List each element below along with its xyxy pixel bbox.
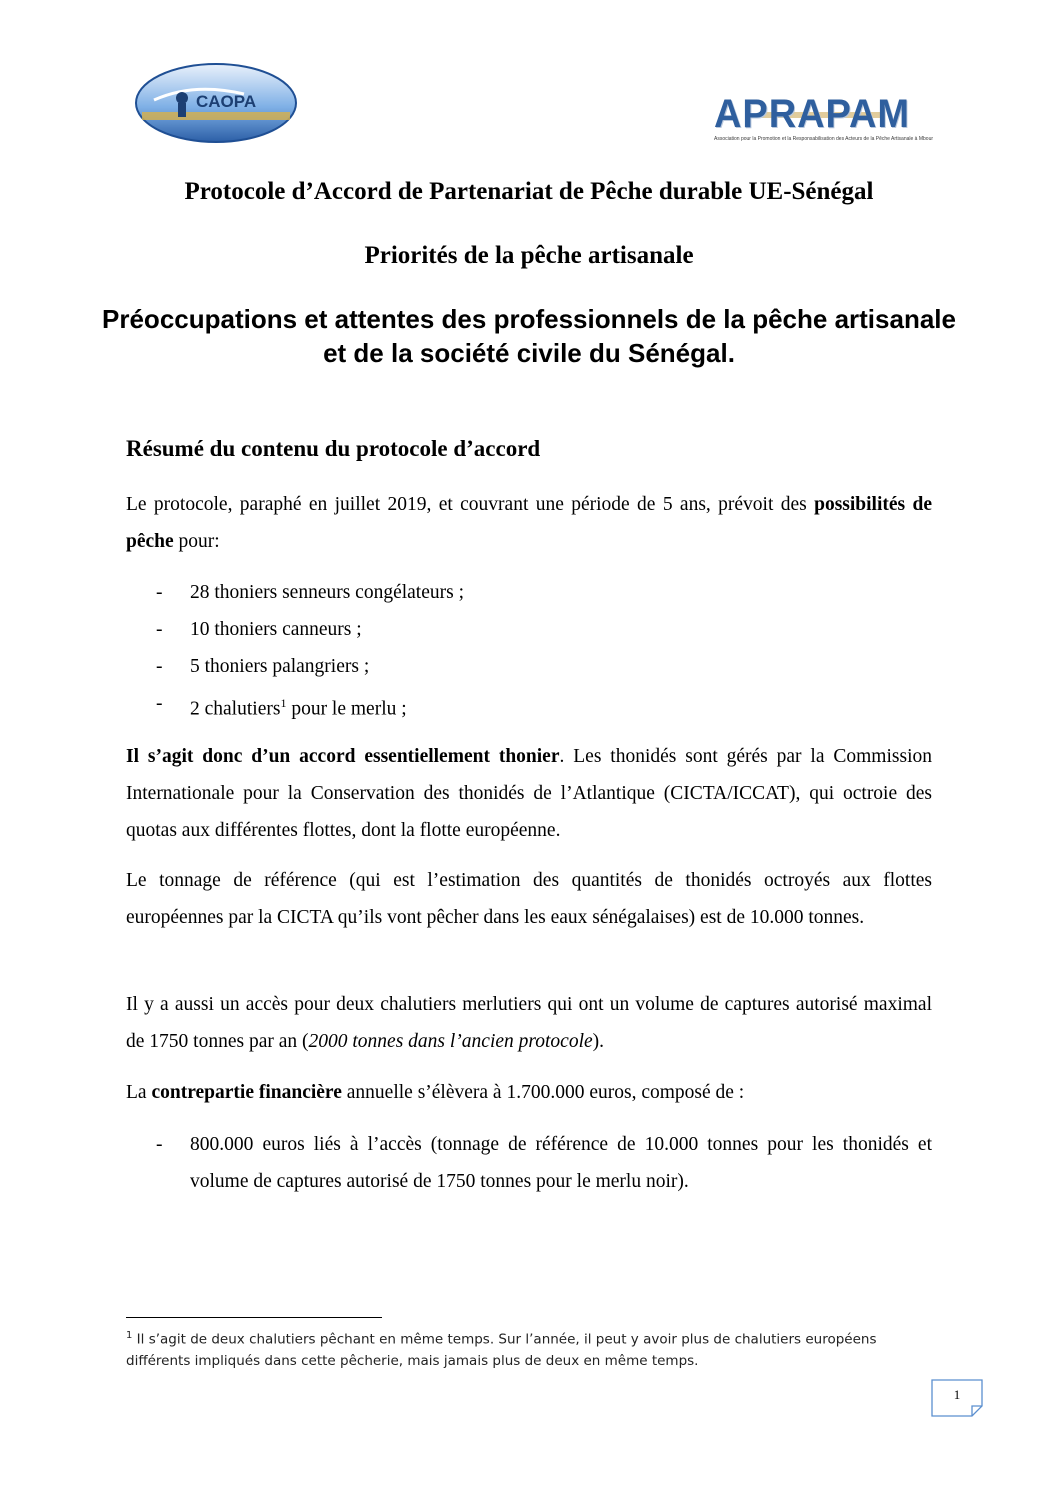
aprapam-logo-tagline: Association pour la Promotion et la Responsabilisation des Acteurs de la Pêche Artisanale à Mbour [714, 136, 934, 142]
text-run: ). [592, 1031, 605, 1052]
list-dash: - [156, 1134, 163, 1155]
financial-breakdown-list [126, 1126, 932, 1200]
footnote [126, 1325, 932, 1372]
paragraph-protocol-intro [126, 486, 932, 560]
text-run: Le protocole, paraphé en juillet 2019, et couvrant une période de 5 ans, prévoit des [126, 494, 815, 515]
list-item [126, 685, 932, 728]
text-run: Il y a aussi un accès pour deux chalutiers merlutiers qui ont un volume de captures autorisé maximal de 1750 tonnes par an ( [126, 994, 932, 1052]
text-run: . Les thonidés sont gérés par la Commission Internationale pour la Conservation des thonidés de l’Atlantique (CICTA/ICCAT), qui octroie des quotas aux différentes flottes, dont la flotte européenne. [126, 746, 932, 841]
list-dash: - [156, 619, 163, 640]
bold-run: possibilités de pêche [126, 494, 932, 552]
paragraph-hake-trawlers [126, 986, 932, 1060]
section-heading: Résumé du contenu du protocole d’accord [126, 436, 541, 461]
document-title: Protocole d’Accord de Partenariat de Pêche durable UE-Sénégal [184, 178, 874, 205]
bold-run: contrepartie financière [151, 1082, 342, 1103]
list-dash: - [156, 693, 163, 714]
list-dash: - [156, 656, 163, 677]
paragraph-tuna-agreement [126, 738, 932, 849]
page-number: 1 [953, 1387, 961, 1402]
list-dash: - [156, 582, 163, 603]
paragraph-financial-contribution [126, 1074, 932, 1111]
text-run: annuelle s’élèvera à 1.700.000 euros, composé de : [341, 1082, 745, 1103]
document-concerns-title: Préoccupations et attentes des professionnels de la pêche artisanale et de la société civile du Sénégal. [102, 304, 956, 368]
list-item [126, 648, 932, 685]
list-item-text: 28 thoniers senneurs congélateurs ; [190, 582, 465, 603]
list-item-text: 2 chalutiers [190, 698, 281, 720]
aprapam-logo [712, 92, 932, 148]
footnote-text: Il s’agit de deux chalutiers pêchant en même temps. Sur l’année, il peut y avoir plus de chalutiers européens différents impliqués dans cette pêcherie, mais jamais plus de deux en même temps. [126, 1331, 877, 1369]
caopa-logo-text: CAOPA [196, 92, 257, 111]
list-item-text: pour le merlu ; [286, 698, 407, 720]
bold-run: Il s’agit donc d’un accord essentiellement thonier [126, 746, 560, 767]
text-run: pour: [173, 531, 220, 552]
list-item [126, 574, 932, 611]
document-subtitle: Priorités de la pêche artisanale [364, 242, 694, 269]
list-item-text: 10 thoniers canneurs ; [190, 619, 362, 640]
caopa-logo [134, 62, 298, 144]
page-number-box [931, 1379, 983, 1417]
aprapam-logo-text: APRAPAM [714, 92, 910, 136]
text-run: La [126, 1082, 152, 1103]
list-item [126, 611, 932, 648]
paragraph-reference-tonnage [126, 862, 932, 936]
footnote-reference[interactable]: 1 [280, 696, 287, 710]
list-item-text: 5 thoniers palangriers ; [190, 656, 370, 677]
fishing-possibilities-list [126, 574, 932, 728]
italic-run: 2000 tonnes dans l’ancien protocole [308, 1031, 593, 1052]
footnote-separator [126, 1317, 382, 1318]
list-item-text: 800.000 euros liés à l’accès (tonnage de référence de 10.000 tonnes pour les thonidés et volume de captures autorisé de 1750 tonnes pour le merlu noir). [190, 1134, 932, 1192]
footnote-mark: 1 [126, 1330, 133, 1341]
list-item [126, 1126, 932, 1200]
text-run: Le tonnage de référence (qui est l’estimation des quantités de thonidés octroyés aux flottes européennes par la CICTA qu’ils vont pêcher dans les eaux sénégalaises) est de 10.000 tonnes. [126, 870, 932, 928]
